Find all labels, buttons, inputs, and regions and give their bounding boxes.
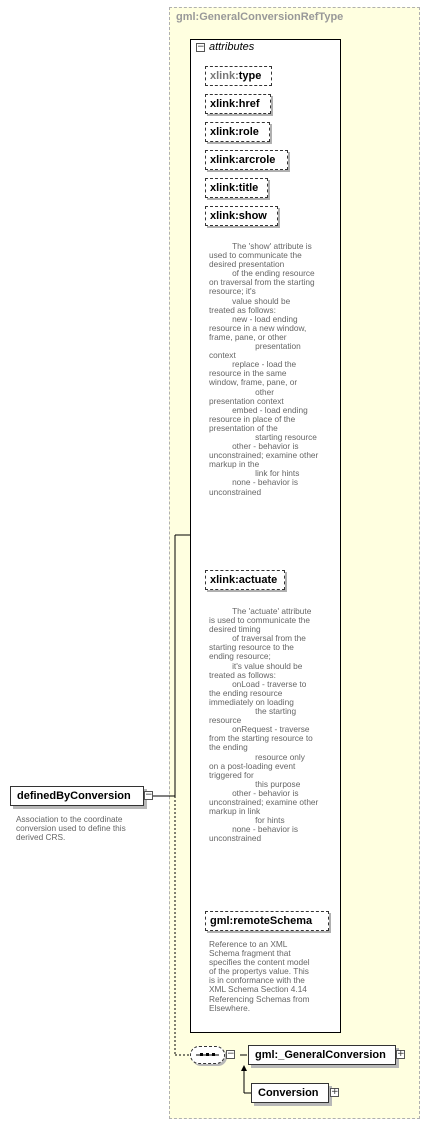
collapse-attributes-icon[interactable]: − — [197, 42, 205, 52]
attr-name: xlink:href — [210, 98, 260, 110]
root-documentation: Association to the coordinate conversion used to define this derived CRS. — [16, 814, 126, 843]
element-name: gml:_GeneralConversion — [255, 1049, 386, 1061]
expand-generalconversion-icon[interactable]: + — [397, 1049, 405, 1059]
element-conversion[interactable] — [251, 1083, 329, 1103]
expand-conversion-icon[interactable]: + — [331, 1087, 339, 1097]
element-gml-generalconversion[interactable] — [248, 1045, 396, 1065]
element-name: Conversion — [258, 1087, 319, 1099]
attr-name: xlink:arcrole — [210, 154, 276, 166]
type-title: gml:GeneralConversionRefType — [176, 11, 344, 23]
show-documentation: The 'show' attribute is used to communicate the desired presentation of the ending resource on traversal from the starting resource; it's value should be treated as follows: new - load ending resource in a new window, frame, pane, or other presentation context replace - load the resource in the same window, frame, pane, or other presentation context embed - load ending resource in place of the presentation of the starting resource other - behavior is unconstrained; examine other markup in the link for hints none - behavior is unconstrained — [209, 241, 319, 497]
attr-name: gml:remoteSchema — [210, 915, 313, 927]
attributes-label: attributes — [209, 41, 255, 53]
attr-name: xlink:title — [210, 182, 259, 194]
attr-name: xlink:show — [210, 210, 267, 222]
attr-name: type — [238, 70, 262, 82]
collapse-sequence-icon[interactable]: − — [227, 1049, 235, 1059]
sequence-icon — [191, 1047, 224, 1063]
root-element-definedbyconversion[interactable] — [10, 786, 144, 806]
remoteschema-documentation: Reference to an XML Schema fragment that specifies the content model of the propertys value. This is in conformance with the XML Schema Section 4.14 Referencing Schemas from Elsewhere. — [209, 939, 310, 1013]
attr-name: xlink:role — [210, 126, 259, 138]
attr-name: xlink:actuate — [210, 574, 278, 586]
attr-prefix: xlink: — [210, 70, 239, 82]
collapse-root-icon[interactable]: − — [145, 790, 153, 800]
element-name: definedByConversion — [17, 790, 131, 802]
actuate-documentation: The 'actuate' attribute is used to communicate the desired timing of traversal from the starting resource to the ending resource; it's value should be treated as follows: onLoad - traverse to the ending resource immediately on loading the starting resource onRequest - traverse from the starting resource to the ending resource only on a post-loading event triggered for this purpose other - behavior is unconstrained; examine other markup in link for hints none - behavior is unconstrained — [209, 606, 319, 844]
sequence-compositor[interactable] — [190, 1046, 225, 1064]
